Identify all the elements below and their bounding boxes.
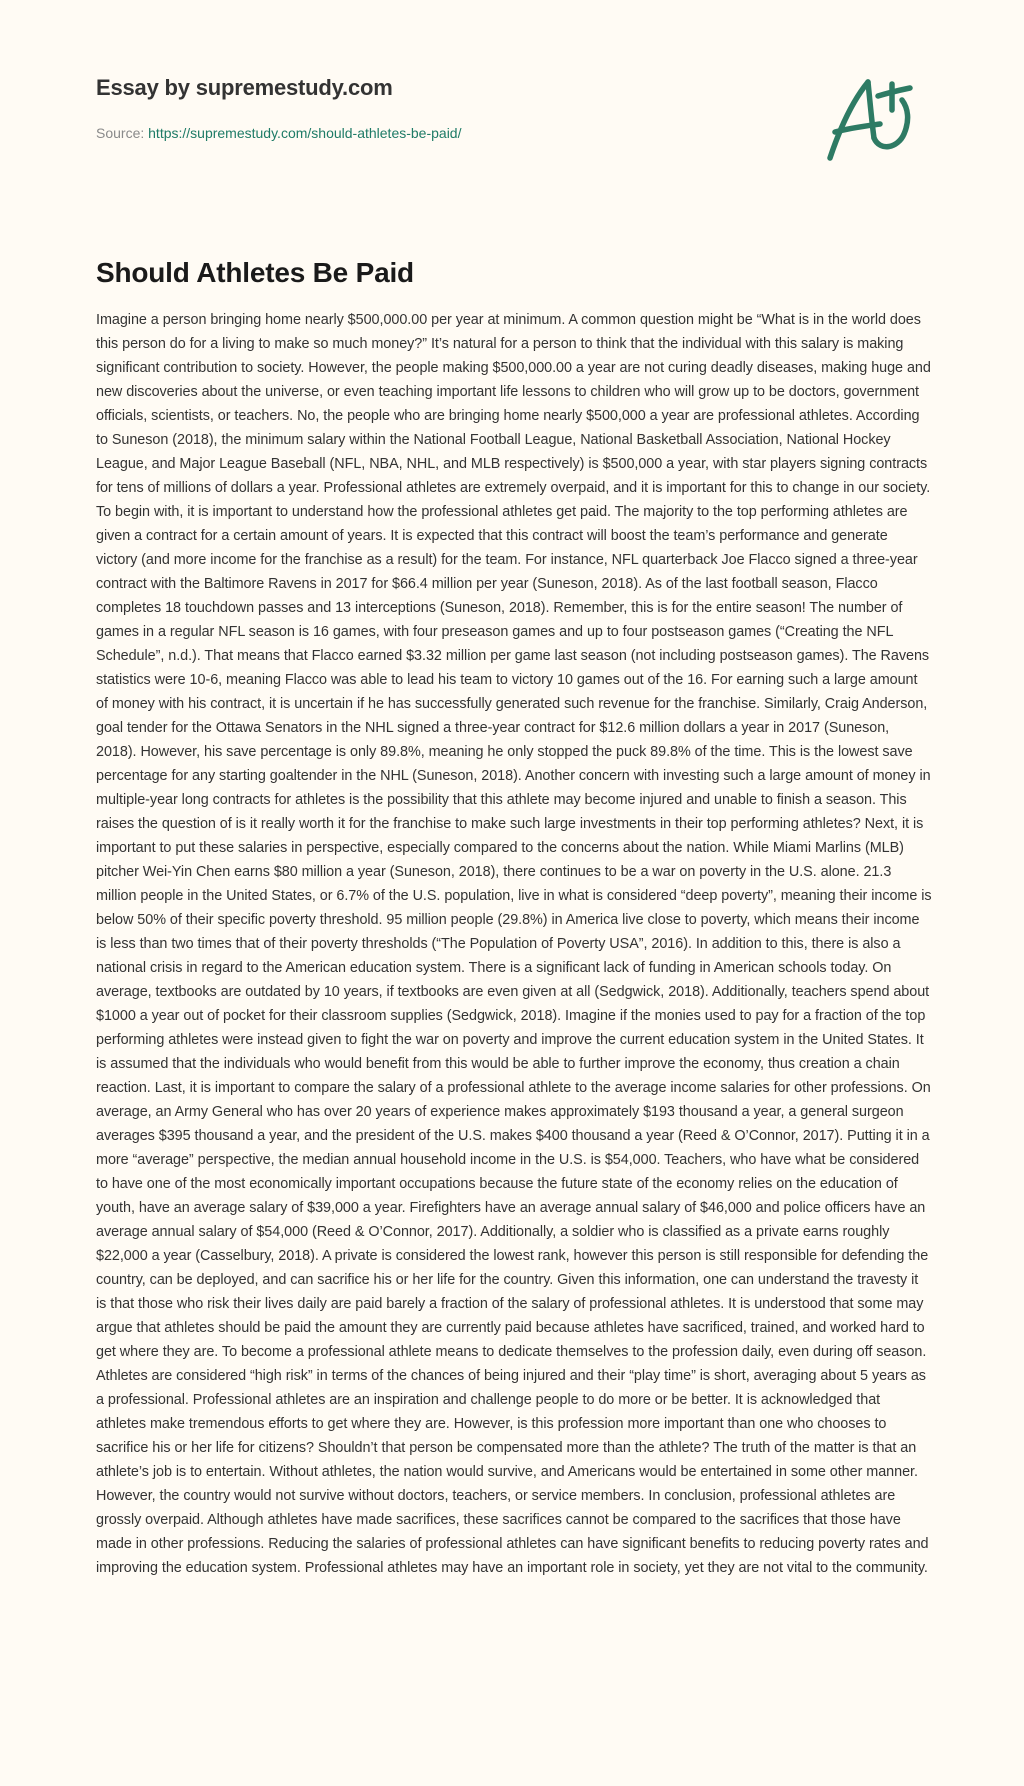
- a-plus-grade-icon: [822, 68, 932, 168]
- site-title: Essay by supremestudy.com: [96, 75, 393, 100]
- source-line: [96, 124, 796, 142]
- page-header: [96, 74, 796, 142]
- essay-title: Should Athletes Be Paid: [96, 257, 414, 288]
- source-label: Source:: [96, 125, 149, 141]
- essay: [96, 256, 932, 1580]
- essay-body: Imagine a person bringing home nearly $500,000.00 per year at minimum. A common question might be “What is in the world does this person do for a living to make so much money?” It’s natural for a person to think that the individual with this salary is making significant contribution to society. However, the people making $500,000.00 a year are not curing deadly diseases, making huge and new discoveries about the universe, or even teaching important life lessons to children who will grow up to be doctors, government officials, scientists, or teachers. No, the people who are bringing home nearly $500,000 a year are professional athletes. According to Suneson (2018), the minimum salary within the National Football League, National Basketball Association, National Hockey League, and Major League Baseball (NFL, NBA, NHL, and MLB respectively) is $500,000 a year, with star players signing contracts for tens of millions of dollars a year. Professional athletes are extremely overpaid, and it is important for this to change in our society. To begin with, it is important to understand how the professional athletes get paid. The majority to the top performing athletes are given a contract for a certain amount of years. It is expected that this contract will boost the team’s performance and generate victory (and more income for the franchise as a result) for the team. For instance, NFL quarterback Joe Flacco signed a three-year contract with the Baltimore Ravens in 2017 for $66.4 million per year (Suneson, 2018). As of the last football season, Flacco completes 18 touchdown passes and 13 interceptions (Suneson, 2018). Remember, this is for the entire season! The number of games in a regular NFL season is 16 games, with four preseason games and up to four postseason games (“Creating the NFL Schedule”, n.d.). That means that Flacco earned $3.32 million per game last season (not including postseason games). The Ravens statistics were 10-6, meaning Flacco was able to lead his team to victory 10 games out of the 16. For earning such a large amount of money with his contract, it is uncertain if he has successfully generated such revenue for the franchise. Similarly, Craig Anderson, goal tender for the Ottawa Senators in the NHL signed a three-year contract for $12.6 million dollars a year in 2017 (Suneson, 2018). However, his save percentage is only 89.8%, meaning he only stopped the puck 89.8% of the time. This is the lowest save percentage for any starting goaltender in the NHL (Suneson, 2018). Another concern with investing such a large amount of money in multiple-year long contracts for athletes is the possibility that this athlete may become injured and unable to finish a season. This raises the question of is it really worth it for the franchise to make such large investments in their top performing athletes? Next, it is important to put these salaries in perspective, especially compared to the concerns about the nation. While Miami Marlins (MLB) pitcher Wei-Yin Chen earns $80 million a year (Suneson, 2018), there continues to be a war on poverty in the U.S. alone. 21.3 million people in the United States, or 6.7% of the U.S. population, live in what is considered “deep poverty”, meaning their income is below 50% of their specific poverty threshold. 95 million people (29.8%) in America live close to poverty, which means their income is less than two times that of their poverty thresholds (“The Population of Poverty USA”, 2016). In addition to this, there is also a national crisis in regard to the American education system. There is a significant lack of funding in American schools today. On average, textbooks are outdated by 10 years, if textbooks are even given at all (Sedgwick, 2018). Additionally, teachers spend about $1000 a year out of pocket for their classroom supplies (Sedgwick, 2018). Imagine if the monies used to pay for a fraction of the top performing athletes were instead given to fight the war on poverty and improve the current education system in the United States. It is assumed that the individuals who would benefit from this would be able to further improve the economy, thus creation a chain reaction. Last, it is important to compare the salary of a professional athlete to the average income salaries for other professions. On average, an Army General who has over 20 years of experience makes approximately $193 thousand a year, a general surgeon averages $395 thousand a year, and the president of the U.S. makes $400 thousand a year (Reed & O’Connor, 2017). Putting it in a more “average” perspective, the median annual household income in the U.S. is $54,000. Teachers, who have what be considered to have one of the most economically important occupations because the future state of the economy relies on the education of youth, have an average salary of $39,000 a year. Firefighters have an average annual salary of $46,000 and police officers have an average annual salary of $54,000 (Reed & O’Connor, 2017). Additionally, a soldier who is classified as a private earns roughly $22,000 a year (Casselbury, 2018). A private is considered the lowest rank, however this person is still responsible for defending the country, can be deployed, and can sacrifice his or her life for the country. Given this information, one can understand the travesty it is that those who risk their lives daily are paid barely a fraction of the salary of professional athletes. It is understood that some may argue that athletes should be paid the amount they are currently paid because athletes have sacrificed, trained, and worked hard to get where they are. To become a professional athlete means to dedicate themselves to the profession daily, even during off season. Athletes are considered “high risk” in terms of the chances of being injured and their “play time” is short, averaging about 5 years as a professional. Professional athletes are an inspiration and challenge people to do more or be better. It is acknowledged that athletes make tremendous efforts to get where they are. However, is this profession more important than one who chooses to sacrifice his or her life for citizens? Shouldn’t that person be compensated more than the athlete? The truth of the matter is that an athlete’s job is to entertain. Without athletes, the nation would survive, and Americans would be entertained in some other manner. However, the country would not survive without doctors, teachers, or service members. In conclusion, professional athletes are grossly overpaid. Although athletes have made sacrifices, these sacrifices cannot be compared to the sacrifices that those have made in other professions. Reducing the salaries of professional athletes can have significant benefits to reducing poverty rates and improving the education system. Professional athletes may have an important role in society, yet they are not vital to the community.: [96, 312, 932, 1576]
- source-link[interactable]: https://supremestudy.com/should-athletes-be-paid/: [148, 125, 462, 141]
